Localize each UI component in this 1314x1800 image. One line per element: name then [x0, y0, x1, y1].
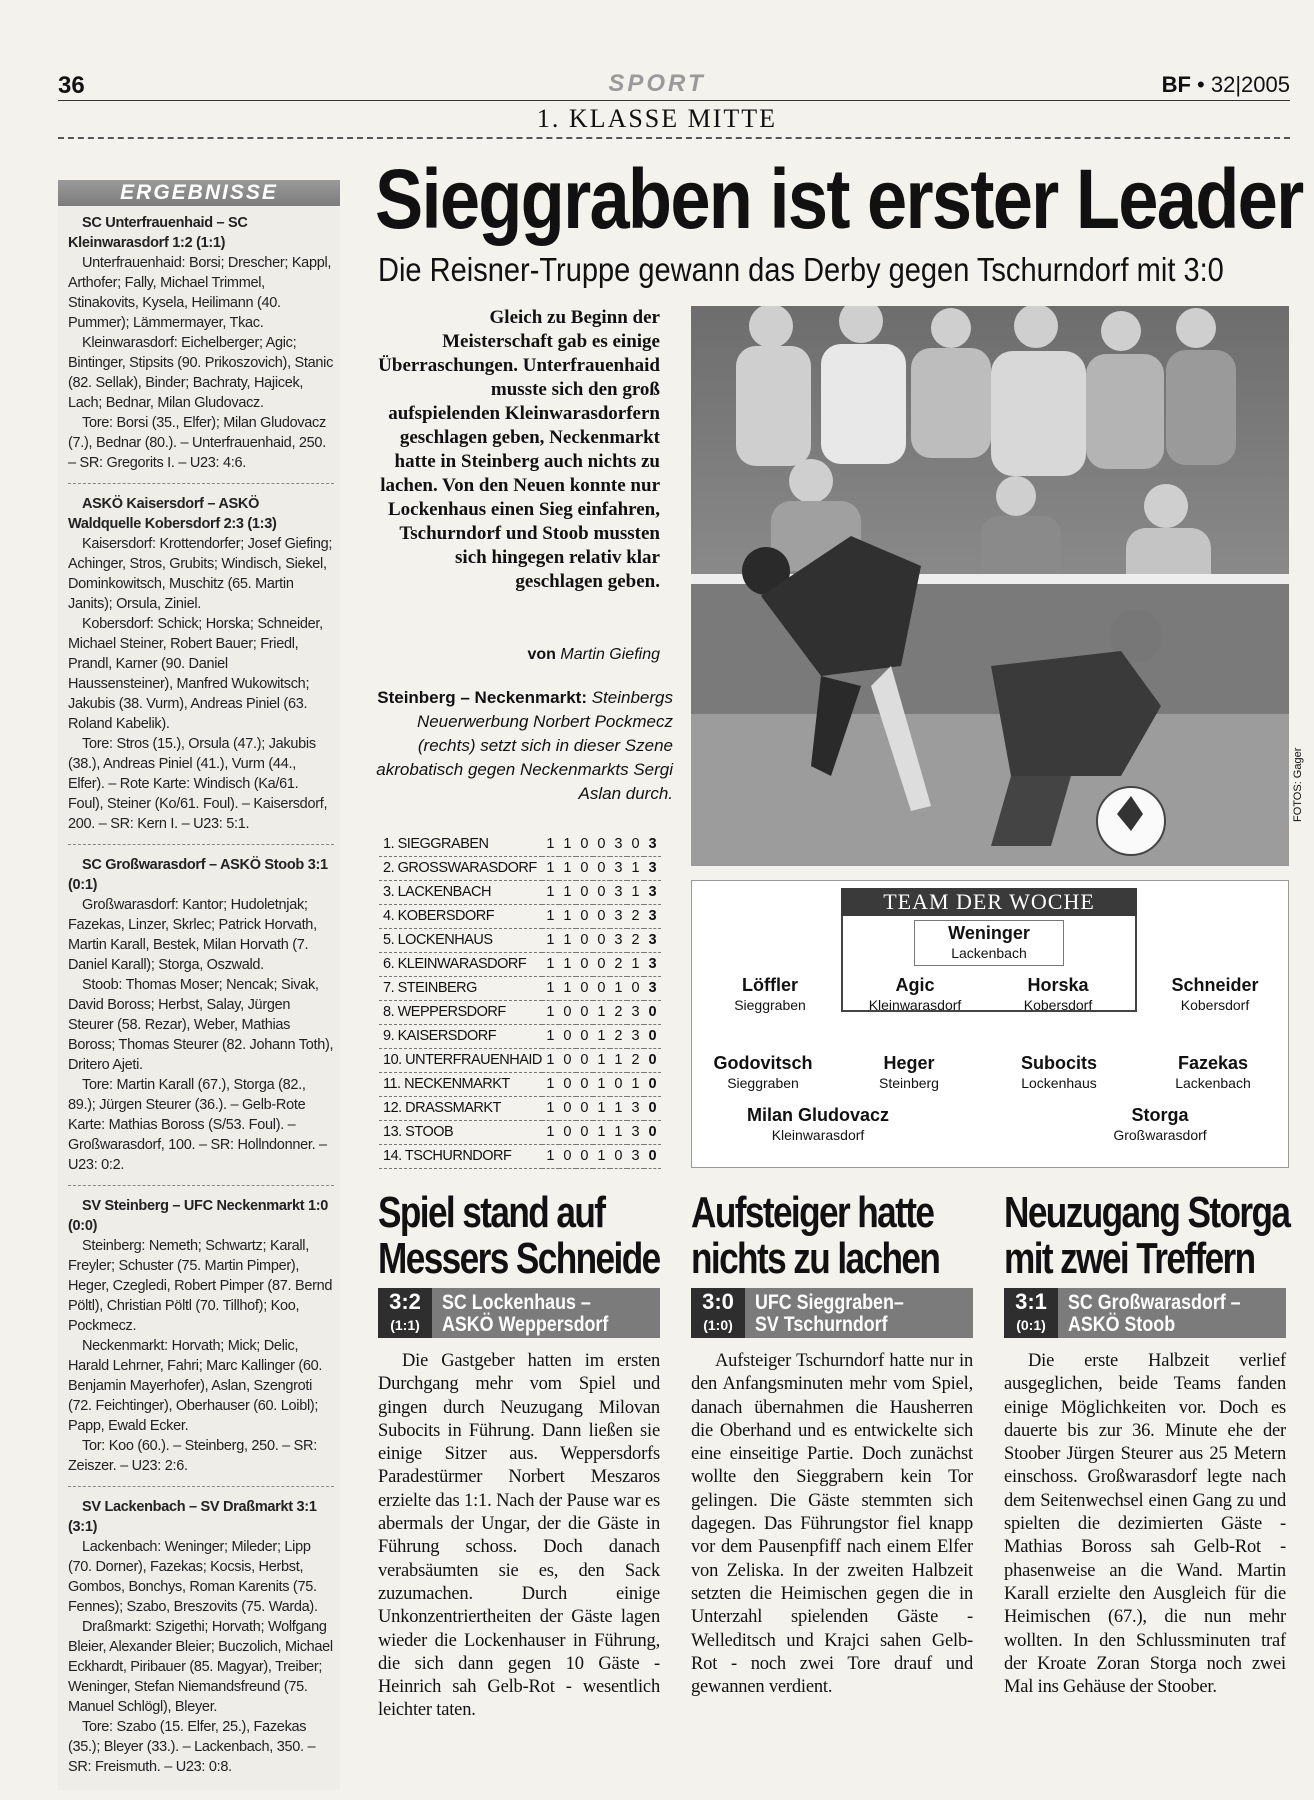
score-box	[378, 1288, 432, 1338]
stat-cell: 0	[593, 904, 610, 928]
stat-cell: 2	[627, 1048, 644, 1072]
game-title: ASKÖ Kaisersdorf – ASKÖ Waldquelle Kobersdorf 2:3 (1:3)	[68, 496, 277, 532]
points-cell: 3	[644, 952, 661, 976]
stat-cell: 3	[610, 856, 627, 880]
points-cell: 0	[644, 1000, 661, 1024]
divider	[68, 844, 334, 845]
stat-cell: 1	[593, 1072, 610, 1096]
stat-cell: 0	[576, 856, 593, 880]
stat-cell: 3	[610, 904, 627, 928]
brand-issue: BF • 32|2005	[1161, 72, 1290, 97]
stat-cell: 3	[627, 1000, 644, 1024]
stat-cell: 1	[559, 952, 576, 976]
points-cell: 3	[644, 880, 661, 904]
stat-cell: 1	[593, 1144, 610, 1168]
stat-cell: 2	[627, 904, 644, 928]
stat-cell: 1	[542, 1096, 559, 1120]
game-report	[68, 213, 334, 473]
final-score: 3:0	[702, 1289, 734, 1314]
article-headline	[378, 1190, 660, 1282]
points-cell: 0	[644, 1048, 661, 1072]
points-cell: 3	[644, 856, 661, 880]
player-name: Fazekas	[1177, 1053, 1249, 1073]
team-name: 11. NECKENMARKT	[379, 1072, 542, 1096]
table-row	[379, 1072, 661, 1096]
stat-cell: 0	[576, 1000, 593, 1024]
points-cell: 0	[644, 1144, 661, 1168]
game-report	[68, 1196, 334, 1476]
stat-cell: 0	[610, 1144, 627, 1168]
table-row	[379, 976, 661, 1000]
stat-cell: 1	[542, 976, 559, 1000]
photo-caption	[375, 686, 673, 806]
game-line: Tore: Stros (15.), Orsula (47.); Jakubis (38.), Andreas Piniel (41.), Vurm (44., Elfer). – Rote Karte: Windisch (Ka/61. Foul), Steiner (Ko/61. Foul). – Kaisersdorf, 200. – SR: Kern I. – U23: 5:1.	[68, 736, 328, 832]
table-row	[379, 1096, 661, 1120]
player-club: Kleinwarasdorf	[868, 997, 962, 1013]
player-card	[1075, 1104, 1245, 1144]
stat-cell: 1	[559, 856, 576, 880]
player-name: Godovitsch	[713, 1053, 813, 1073]
player-club: Großwarasdorf	[1113, 1127, 1207, 1143]
headline-line: Aufsteiger hatte	[691, 1188, 934, 1237]
player-name: Subocits	[1020, 1053, 1097, 1073]
stat-cell: 0	[559, 1000, 576, 1024]
table-row	[379, 952, 661, 976]
player-name: Heger	[883, 1053, 935, 1073]
team-name: 6. KLEINWARASDORF	[379, 952, 542, 976]
table-row	[379, 1120, 661, 1144]
stat-cell: 1	[542, 856, 559, 880]
player-club: Kobersdorf	[1180, 997, 1250, 1013]
standings-table	[379, 832, 661, 1169]
stat-cell: 0	[576, 1072, 593, 1096]
points-cell: 0	[644, 1024, 661, 1048]
article-title: Sieggraben ist erster Leader	[375, 152, 1303, 246]
stat-cell: 1	[542, 1120, 559, 1144]
result-bar	[1004, 1288, 1286, 1338]
player-name: Horska	[1027, 975, 1089, 995]
stat-cell: 3	[627, 1120, 644, 1144]
stat-cell: 1	[559, 928, 576, 952]
stat-cell: 0	[576, 880, 593, 904]
table-row	[379, 1144, 661, 1168]
article-headline	[1004, 1190, 1289, 1282]
team-of-week-title: TEAM DER WOCHE	[841, 888, 1137, 916]
divider	[68, 483, 334, 484]
team-name: 8. WEPPERSDORF	[379, 1000, 542, 1024]
stat-cell: 1	[610, 1096, 627, 1120]
stat-cell: 2	[627, 928, 644, 952]
player-name: Milan Gludovacz	[746, 1105, 890, 1125]
stat-cell: 2	[610, 952, 627, 976]
player-name: Storga	[1131, 1105, 1189, 1125]
game-line: Kaisersdorf: Krottendorfer; Josef Giefing; Achinger, Stros, Grubits; Windisch, Siekel, Dominkowitsch, Muschitz (65. Martin Janits); Orsula, Ziniel.	[68, 536, 333, 612]
halftime-score: (0:1)	[1016, 1317, 1046, 1333]
stat-cell: 0	[593, 856, 610, 880]
match-teams	[1068, 1292, 1241, 1336]
team-home: UFC Sieggraben–	[755, 1291, 904, 1314]
game-line: Draßmarkt: Szigethi; Horvath; Wolfgang Bleier, Alexander Bleier; Buczolich, Michael Eckhardt, Piribauer (85. Magyar), Treiber; Weninger, Stefan Niemandsfreund (75. Manuel Schlögl), Bleyer.	[68, 1619, 333, 1715]
player-name: Löffler	[742, 975, 798, 995]
stat-cell: 1	[593, 1024, 610, 1048]
divider	[68, 1486, 334, 1487]
headline-line: nichts zu lachen	[691, 1234, 940, 1283]
headline-line: Messers Schneide	[378, 1234, 660, 1283]
stat-cell: 0	[559, 1120, 576, 1144]
header-dashed-rule	[58, 137, 1290, 139]
article-subtitle: Die Reisner-Truppe gewann das Derby gegen Tschurndorf mit 3:0	[378, 251, 1224, 288]
page-number: 36	[58, 72, 85, 99]
table-row	[379, 928, 661, 952]
game-line: Unterfrauenhaid: Borsi; Drescher; Kappl, Arthofer; Fally, Michael Trimmel, Stinakovits, Kysela, Heilimann (40. Pummer); Lämmermayer, Tkac.	[68, 255, 332, 331]
caption-text: Steinbergs Neuerwerbung Norbert Pockmecz (rechts) setzt sich in dieser Szene akrobatisch gegen Neckenmarkts Sergi Aslan durch.	[376, 688, 673, 803]
final-score: 3:1	[1015, 1289, 1047, 1314]
game-line: Kleinwarasdorf: Eichelberger; Agic; Bintinger, Stipsits (90. Prikoszovich), Stanic (82. Sellak), Binder; Bachraty, Hajicek, Lach; Bednar, Milan Gludovacz.	[68, 335, 334, 411]
byline	[375, 646, 660, 664]
stat-cell: 0	[593, 832, 610, 856]
player-card	[973, 974, 1143, 1014]
player-club: Sieggraben	[734, 997, 806, 1013]
score-box	[1004, 1288, 1058, 1338]
player-card	[733, 1104, 903, 1144]
stat-cell: 1	[593, 1120, 610, 1144]
stat-cell: 1	[627, 880, 644, 904]
stat-cell: 0	[559, 1072, 576, 1096]
header-rule	[58, 100, 1290, 101]
table-row	[379, 1048, 661, 1072]
team-name: 2. GROSSWARASDORF	[379, 856, 542, 880]
issue: 32|2005	[1210, 72, 1290, 97]
stat-cell: 1	[542, 928, 559, 952]
divider	[68, 1185, 334, 1186]
results-sidebar	[58, 180, 340, 1790]
table-row	[379, 832, 661, 856]
headline-line: mit zwei Treffern	[1004, 1234, 1255, 1283]
table-row	[379, 856, 661, 880]
stat-cell: 1	[542, 1024, 559, 1048]
result-bar	[691, 1288, 973, 1338]
player-name: Schneider	[1171, 975, 1259, 995]
game-title: SC Großwarasdorf – ASKÖ Stoob 3:1 (0:1)	[68, 857, 328, 893]
stat-cell: 0	[627, 832, 644, 856]
game-line: Tore: Borsi (35., Elfer); Milan Gludovacz (7.), Bednar (80.). – Unterfrauenhaid, 250. – SR: Gregorits I. – U23: 4:6.	[68, 415, 326, 471]
stat-cell: 3	[627, 1024, 644, 1048]
stat-cell: 0	[627, 976, 644, 1000]
stat-cell: 3	[610, 880, 627, 904]
points-cell: 0	[644, 1120, 661, 1144]
points-cell: 0	[644, 1096, 661, 1120]
photo-credit: FOTOS: Gager	[1292, 747, 1304, 822]
player-club: Lockenhaus	[1021, 1075, 1097, 1091]
game-line: Steinberg: Nemeth; Schwartz; Karall, Freyler; Schuster (75. Martin Pimper), Heger, Czegledi, Robert Pimper (87. Bernd Pöltl), Christian Pöltl (70. Tillhof); Koo, Pockmecz.	[68, 1238, 333, 1334]
points-cell: 3	[644, 832, 661, 856]
points-cell: 3	[644, 928, 661, 952]
stat-cell: 1	[610, 976, 627, 1000]
player-card	[974, 1052, 1144, 1092]
stat-cell: 0	[576, 976, 593, 1000]
team-name: 14. TSCHURNDORF	[379, 1144, 542, 1168]
stat-cell: 1	[559, 832, 576, 856]
stat-cell: 1	[542, 1000, 559, 1024]
score-box	[691, 1288, 745, 1338]
stat-cell: 0	[559, 1048, 576, 1072]
stat-cell: 0	[576, 952, 593, 976]
sidebar-body	[68, 213, 334, 1795]
halftime-score: (1:1)	[390, 1317, 420, 1333]
stat-cell: 1	[627, 1072, 644, 1096]
stat-cell: 3	[627, 1144, 644, 1168]
stat-cell: 0	[559, 1024, 576, 1048]
stat-cell: 3	[627, 1096, 644, 1120]
sidebar-title: ERGEBNISSE	[58, 180, 340, 206]
match-teams	[442, 1292, 608, 1336]
player-club: Kleinwarasdorf	[771, 1127, 865, 1143]
stat-cell: 0	[576, 928, 593, 952]
team-name: 3. LACKENBACH	[379, 880, 542, 904]
stat-cell: 1	[627, 856, 644, 880]
stat-cell: 0	[593, 952, 610, 976]
table-row	[379, 1024, 661, 1048]
stat-cell: 0	[593, 880, 610, 904]
team-home: SC Lockenhaus –	[442, 1291, 591, 1314]
player-card	[1128, 1052, 1298, 1092]
player-club: Sieggraben	[727, 1075, 799, 1091]
stat-cell: 0	[576, 904, 593, 928]
byline-author: Martin Giefing	[560, 646, 660, 663]
stat-cell: 0	[593, 976, 610, 1000]
headline-line: Neuzugang Storga	[1004, 1188, 1290, 1237]
photo-illustration	[691, 306, 1289, 866]
team-name: 12. DRASSMARKT	[379, 1096, 542, 1120]
article-text: Die Gastgeber hatten im ersten Durchgang mehr vom Spiel und gingen durch Neuzugang Milovan Subocits in Führung. Dann ließen sie einige Sitzer aus. Weppersdorfs Paradestürmer Norbert Meszaros erzielte das 1:1. Nach der Pause war es abermals der Ungar, der die Gäste in Führung schoss. Doch danach verabsäumten sie es, den Sack zuzumachen. Durch einige Unkonzentriertheiten der Gäste lagen wieder die Lockenhauser in Führung, die sich dann gegen 10 Gäste - Heinrich sah Gelb-Rot - wesentlich leichter taten.	[378, 1351, 660, 1721]
halftime-score: (1:0)	[703, 1317, 733, 1333]
stat-cell: 0	[610, 1072, 627, 1096]
player-card	[1130, 974, 1300, 1014]
headline-line: Spiel stand auf	[378, 1188, 605, 1237]
game-line: Großwarasdorf: Kantor; Hudoletnjak; Fazekas, Linzer, Skrlec; Patrick Horvath, Martin Karall, Bestek, Milan Horvath (7. Daniel Karall); Storga, Oszwald.	[68, 897, 317, 973]
player-card	[904, 922, 1074, 962]
team-home: SC Großwarasdorf –	[1068, 1291, 1241, 1314]
team-name: 9. KAISERSDORF	[379, 1024, 542, 1048]
stat-cell: 1	[593, 1000, 610, 1024]
byline-prefix: von	[527, 646, 556, 663]
game-title: SC Unterfrauenhaid – SC Kleinwarasdorf 1:2 (1:1)	[68, 215, 248, 251]
game-title: SV Steinberg – UFC Neckenmarkt 1:0 (0:0)	[68, 1198, 329, 1234]
player-card	[824, 1052, 994, 1092]
stat-cell: 1	[542, 904, 559, 928]
game-title: SV Lackenbach – SV Draßmarkt 3:1 (3:1)	[68, 1499, 317, 1535]
section-label: SPORT	[608, 70, 706, 97]
game-report	[68, 1497, 334, 1777]
article-lead: Gleich zu Beginn der Meisterschaft gab es einige Überraschungen. Unterfrauenhaid musste sich den groß aufspielenden Kleinwarasdorfern geschlagen geben, Neckenmarkt hatte in Steinberg auch nichts zu lachen. Von den Neuen konnte nur Lockenhaus einen Sieg einfahren, Tschurndorf und Stoob mussten sich hingegen relativ klar geschlagen geben.	[378, 307, 660, 592]
player-club: Kobersdorf	[1023, 997, 1093, 1013]
stat-cell: 1	[542, 1048, 559, 1072]
game-line: Stoob: Thomas Moser; Nencak; Sivak, David Boross; Herbst, Salay, Jürgen Steurer (58. Rezar), Weber, Mathias Boross; Thomas Steurer (82. Johann Toth), Dritero Ajeti.	[68, 977, 334, 1073]
team-name: 13. STOOB	[379, 1120, 542, 1144]
kicker: 1. KLASSE MITTE	[536, 104, 778, 133]
stat-cell: 0	[576, 1096, 593, 1120]
stat-cell: 2	[610, 1000, 627, 1024]
stat-cell: 0	[559, 1144, 576, 1168]
stat-cell: 0	[576, 1120, 593, 1144]
stat-cell: 1	[542, 1144, 559, 1168]
game-line: Tor: Koo (60.). – Steinberg, 250. – SR: Zeiszer. – U23: 2:6.	[68, 1438, 317, 1474]
article-body	[1004, 1350, 1286, 1699]
stat-cell: 1	[559, 880, 576, 904]
game-line: Lackenbach: Weninger; Mileder; Lipp (70. Dorner), Fazekas; Kocsis, Herbst, Gombos, Bonchys, Roman Karenits (75. Fennes); Szabo, Breszovits (75. Warda).	[68, 1539, 318, 1615]
stat-cell: 1	[610, 1048, 627, 1072]
points-cell: 3	[644, 976, 661, 1000]
stat-cell: 0	[576, 1048, 593, 1072]
article-headline	[691, 1190, 939, 1282]
team-name: 5. LOCKENHAUS	[379, 928, 542, 952]
stat-cell: 1	[559, 904, 576, 928]
stat-cell: 1	[593, 1096, 610, 1120]
player-name: Agic	[895, 975, 935, 995]
stat-cell: 1	[559, 976, 576, 1000]
stat-cell: 0	[576, 1024, 593, 1048]
stat-cell: 1	[610, 1120, 627, 1144]
stat-cell: 0	[559, 1096, 576, 1120]
points-cell: 3	[644, 904, 661, 928]
stat-cell: 1	[542, 952, 559, 976]
brand: BF	[1161, 72, 1191, 97]
table-row	[379, 1000, 661, 1024]
table-row	[379, 904, 661, 928]
game-line: Neckenmarkt: Horvath; Mick; Delic, Harald Lehrner, Fahri; Marc Kallinger (60. Benjamin Mayerhofer), Aslan, Szengroti (72. Feichtinger), Oberhauser (60. Loibl); Papp, Ewald Ecker.	[68, 1338, 323, 1434]
game-line: Tore: Szabo (15. Elfer, 25.), Fazekas (35.); Bleyer (33.). – Lackenbach, 350. – SR: Freismuth. – U23: 0:8.	[68, 1719, 316, 1775]
stat-cell: 3	[610, 832, 627, 856]
player-name: Weninger	[948, 923, 1030, 943]
article-body	[691, 1350, 973, 1699]
stat-cell: 2	[610, 1024, 627, 1048]
team-away: SV Tschurndorf	[755, 1313, 888, 1336]
stat-cell: 0	[576, 832, 593, 856]
article-text: Die erste Halbzeit verlief ausgeglichen, beide Teams fanden einige Möglichkeiten vor. Doch es dauerte bis zur 36. Minute ehe der Stoober Jürgen Steurer aus 25 Metern einschoss. Großwarasdorf legte nach dem Seitenwechsel einen Gang zu und spielten die dezimierten Gäste - Mathias Boross sah Gelb-Rot - phasenweise an die Wand. Martin Karall erzielte den Ausgleich für die Heimischen (67.), die nun mehr wollten. In den Schlussminuten traf der Kroate Zoran Storga noch zwei Mal ins Gehäuse der Stoober.	[1004, 1351, 1286, 1698]
stat-cell: 1	[542, 880, 559, 904]
stat-cell: 0	[576, 1144, 593, 1168]
caption-location: Steinberg – Neckenmarkt:	[377, 688, 587, 707]
team-name: 4. KOBERSDORF	[379, 904, 542, 928]
match-teams	[755, 1292, 904, 1336]
game-report	[68, 855, 334, 1175]
game-line: Tore: Martin Karall (67.), Storga (82., 89.); Jürgen Steurer (36.). – Gelb-Rote Karte: Mathias Boross (S/53. Foul). – Großwarasdorf, 100. – SR: Hollndonner. – U23: 0:2.	[68, 1077, 327, 1173]
team-name: 1. SIEGGRABEN	[379, 832, 542, 856]
article-text: Aufsteiger Tschurndorf hatte nur in den Anfangsminuten mehr vom Spiel, danach übernahmen die Hausherren die Oberhand und es entwickelte sich eine einseitige Partie. Doch zunächst wollte den Sieggrabern kein Tor gelingen. Die Gäste stemmten sich dagegen. Das Führungstor fiel knapp vor dem Pausenpfiff nach einem Elfer von Zeliska. In der zweiten Halbzeit setzten die Heimischen gegen die in Unterzahl spielenden Gäste - Welleditsch und Krajci sahen Gelb-Rot - noch zwei Tore drauf und gewannen verdient.	[691, 1351, 973, 1698]
player-club: Lackenbach	[951, 945, 1027, 961]
player-club: Lackenbach	[1175, 1075, 1251, 1091]
game-line: Kobersdorf: Schick; Horska; Schneider, Michael Steiner, Robert Bauer; Friedl, Prandl, Karner (90. Daniel Haussensteiner), Manfred Wukowitsch; Jakubis (38. Vurm), Andreas Piniel (63. Roland Kabelik).	[68, 616, 323, 732]
table-row	[379, 880, 661, 904]
game-report	[68, 494, 334, 834]
stat-cell: 1	[542, 832, 559, 856]
points-cell: 0	[644, 1072, 661, 1096]
team-name: 10. UNTERFRAUENHAID	[379, 1048, 542, 1072]
match-photo	[691, 306, 1289, 866]
final-score: 3:2	[389, 1289, 421, 1314]
team-name: 7. STEINBERG	[379, 976, 542, 1000]
stat-cell: 1	[593, 1048, 610, 1072]
stat-cell: 1	[627, 952, 644, 976]
stat-cell: 3	[610, 928, 627, 952]
player-club: Steinberg	[879, 1075, 939, 1091]
article-body	[378, 1350, 660, 1723]
stat-cell: 1	[542, 1072, 559, 1096]
stat-cell: 0	[593, 928, 610, 952]
team-away: ASKÖ Stoob	[1068, 1313, 1176, 1336]
player-card	[678, 1052, 848, 1092]
team-away: ASKÖ Weppersdorf	[442, 1313, 609, 1336]
result-bar	[378, 1288, 660, 1338]
